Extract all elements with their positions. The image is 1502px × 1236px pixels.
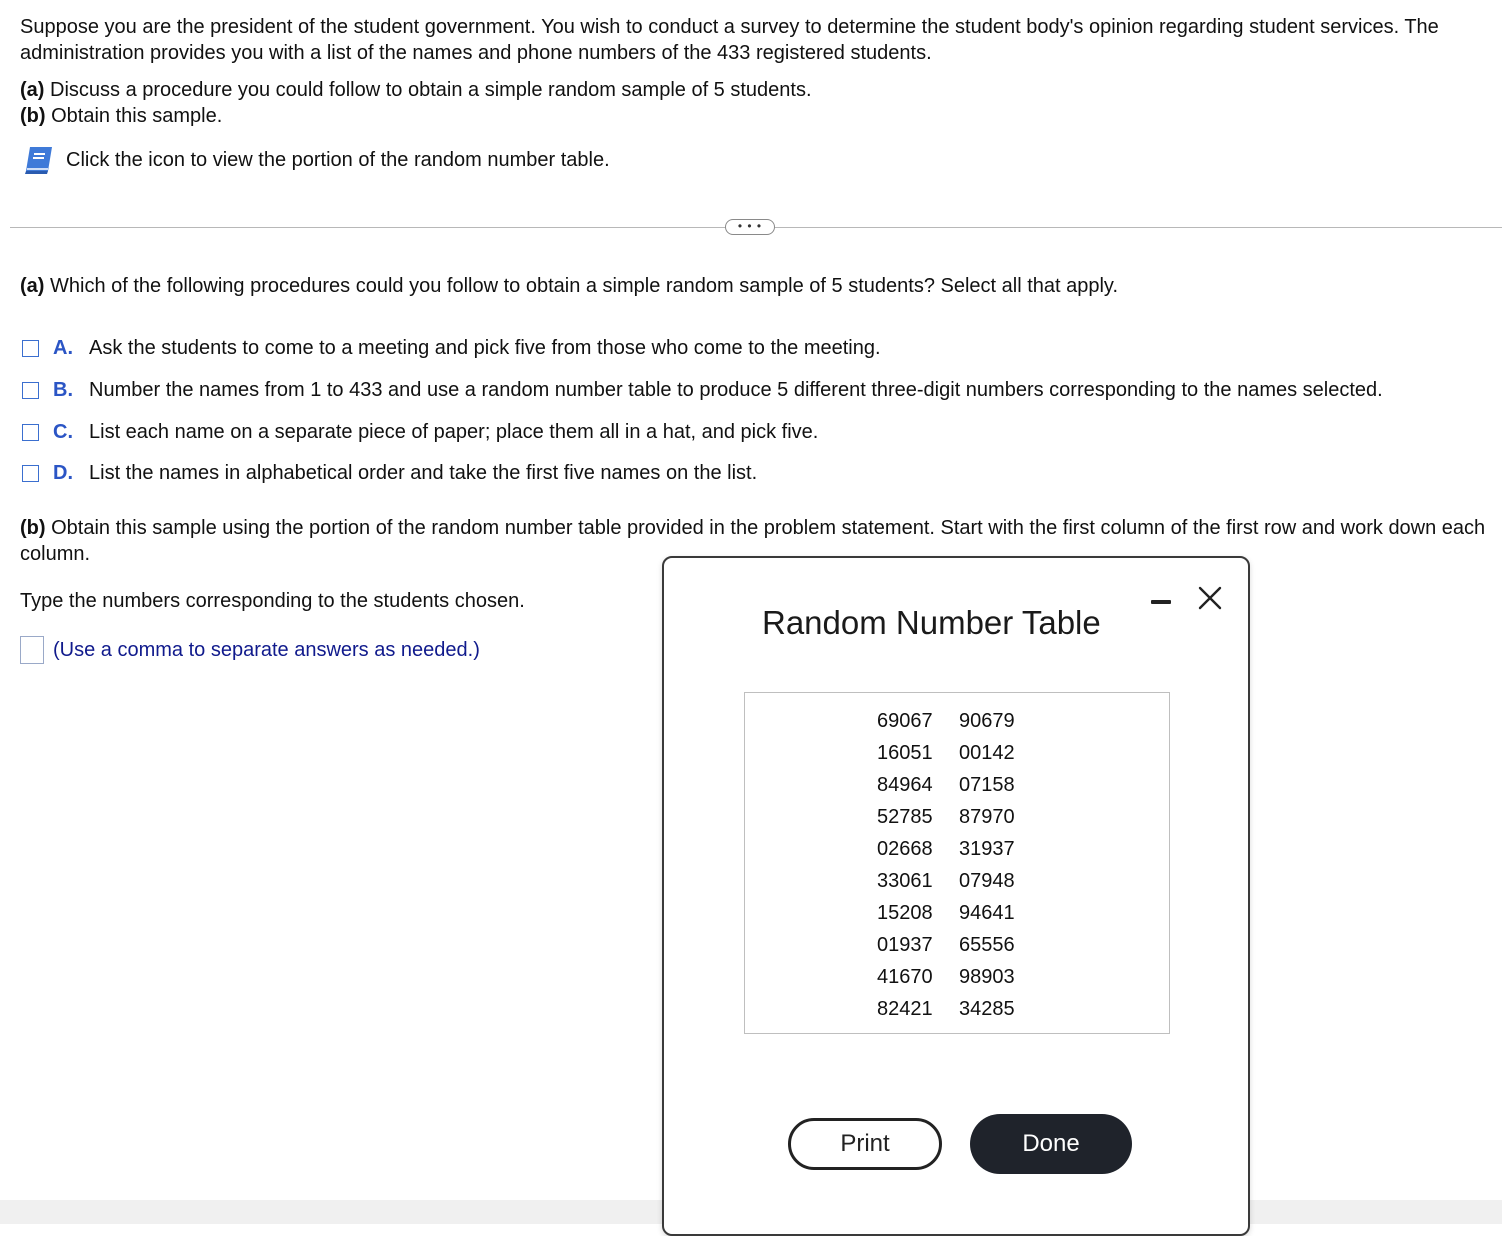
option-b-checkbox[interactable]	[22, 382, 39, 399]
option-d[interactable]	[22, 461, 757, 485]
table-cell: 84964	[877, 773, 933, 796]
table-cell: 07948	[959, 869, 1015, 892]
dialog-title: Random Number Table	[762, 604, 1101, 641]
table-cell: 98903	[959, 965, 1015, 988]
table-cell: 41670	[877, 965, 933, 988]
table-cell: 34285	[959, 997, 1015, 1020]
done-button[interactable]: Done	[970, 1114, 1132, 1174]
table-cell: 01937	[877, 933, 933, 956]
table-cell: 16051	[877, 741, 933, 764]
table-cell: 69067	[877, 709, 933, 732]
question-b-text: Obtain this sample using the portion of the random number table provided in the problem statement. Start with the first column of the first row and work down each column.	[20, 517, 1486, 565]
table-row	[875, 769, 1015, 801]
table-row	[875, 737, 1015, 769]
part-a-label: (a)	[20, 79, 45, 101]
option-text: List each name on a separate piece of paper; place them all in a hat, and pick five.	[89, 420, 819, 443]
part-a-instruction	[20, 77, 812, 103]
close-icon[interactable]	[1196, 584, 1224, 612]
option-letter: C.	[53, 420, 73, 443]
table-row	[875, 929, 1015, 961]
random-number-table-dialog	[662, 556, 1250, 1236]
random-number-table-frame	[744, 692, 1170, 1034]
option-b[interactable]	[22, 378, 1383, 402]
table-cell: 31937	[959, 837, 1015, 860]
option-text: Ask the students to come to a meeting and pick five from those who come to the meeting.	[89, 336, 881, 359]
problem-parts	[20, 77, 812, 129]
question-a-text: Which of the following procedures could you follow to obtain a simple random sample of 5 students? Select all that apply.	[44, 275, 1119, 297]
print-button[interactable]: Print	[788, 1118, 942, 1170]
part-b-label: (b)	[20, 105, 46, 127]
part-a-text: Discuss a procedure you could follow to obtain a simple random sample of 5 students.	[44, 79, 812, 101]
table-row	[875, 801, 1015, 833]
table-cell: 00142	[959, 741, 1015, 764]
table-cell: 65556	[959, 933, 1015, 956]
table-cell: 94641	[959, 901, 1015, 924]
option-a-checkbox[interactable]	[22, 340, 39, 357]
answer-hint: (Use a comma to separate answers as needed.)	[53, 638, 480, 661]
option-c-checkbox[interactable]	[22, 424, 39, 441]
option-text: Number the names from 1 to 433 and use a random number table to produce 5 different three-digit numbers corresponding to the names selected.	[89, 378, 1383, 401]
table-cell: 33061	[877, 869, 933, 892]
table-row	[875, 961, 1015, 993]
book-icon[interactable]	[22, 144, 54, 176]
table-cell: 82421	[877, 997, 933, 1020]
option-text: List the names in alphabetical order and take the first five names on the list.	[89, 461, 758, 484]
problem-statement: Suppose you are the president of the student government. You wish to conduct a survey to determine the student body's opinion regarding student services. The administration provides you with a list of the names and phone numbers of the 433 registered students.	[20, 16, 1439, 64]
option-letter: D.	[53, 461, 73, 484]
more-button[interactable]: • • •	[725, 219, 775, 235]
table-cell: 52785	[877, 805, 933, 828]
table-cell: 07158	[959, 773, 1015, 796]
part-b-instruction	[20, 103, 812, 129]
option-c[interactable]	[22, 420, 818, 444]
table-row	[875, 897, 1015, 929]
table-cell: 15208	[877, 901, 933, 924]
question-a	[20, 273, 1118, 299]
table-row	[875, 705, 1015, 737]
answer-input[interactable]	[20, 636, 44, 664]
table-row	[875, 865, 1015, 897]
option-letter: A.	[53, 336, 73, 359]
table-row	[875, 833, 1015, 865]
random-number-table	[875, 705, 1015, 1025]
question-a-label: (a)	[20, 275, 45, 297]
option-a[interactable]	[22, 336, 881, 360]
table-cell: 87970	[959, 805, 1015, 828]
type-prompt: Type the numbers corresponding to the students chosen.	[20, 590, 525, 612]
part-b-text: Obtain this sample.	[45, 105, 223, 127]
icon-prompt: Click the icon to view the portion of the random number table.	[66, 148, 610, 171]
option-d-checkbox[interactable]	[22, 465, 39, 482]
random-table-link[interactable]	[22, 144, 610, 176]
option-letter: B.	[53, 378, 73, 401]
table-row	[875, 993, 1015, 1025]
table-cell: 02668	[877, 837, 933, 860]
question-b-label: (b)	[20, 517, 46, 539]
minimize-icon[interactable]	[1149, 588, 1173, 612]
table-cell: 90679	[959, 709, 1015, 732]
answer-row	[20, 636, 480, 664]
